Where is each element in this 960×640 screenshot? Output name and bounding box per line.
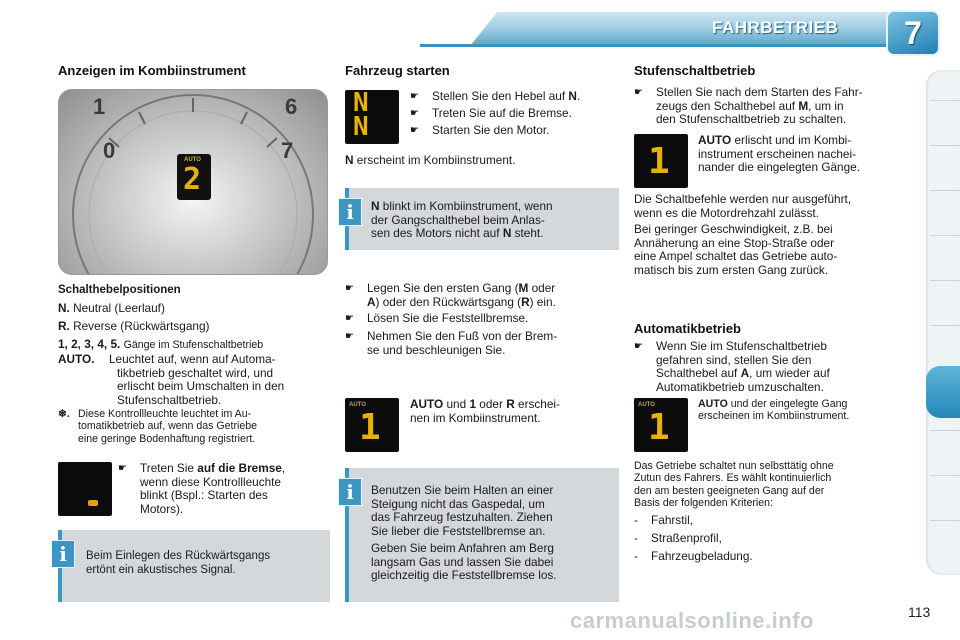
info-reverse-text: Beim Einlegen des Rückwärtsgangs ertönt ein akustisches Signal. (86, 550, 271, 576)
automatic-description: Das Getriebe schaltet nun selbsttätig ohne Zutun des Fahrers. Es wählt kontinuierlich den am besten geeigneten Gang auf der Basis der folgenden Kriterien: (634, 460, 834, 510)
drive-step-1: ☛ Legen Sie den ersten Gang (M oder A) oder den Rückwärtsgang (R) ein. (345, 281, 556, 309)
auto-1-text: AUTO und 1 oder R erschei- nen im Kombiinstrument. (410, 397, 560, 425)
manual-step-1: ☛ Stellen Sie nach dem Starten des Fahr- zeugs den Schalthebel auf M, um in den Stufenschaltbetrieb zu schalten. (634, 85, 863, 126)
start-step-3: ☛ Starten Sie den Motor. (410, 123, 550, 137)
header-band (470, 12, 925, 46)
gauge-number-7: 7 (281, 138, 294, 163)
snowflake-icon: ❄. (58, 408, 70, 420)
gauge-display-gear: 2 (183, 162, 202, 197)
section-title-stufenschalt: Stufenschaltbetrieb (634, 63, 756, 78)
info-box-n-blink (345, 188, 619, 250)
info-hill-text: Benutzen Sie beim Halten an einer Steigung nicht das Gaspedal, um das Fahrzeug festzuhalten. Ziehen Sie lieber die Feststellbremse an. Geben Sie beim Anfahren am Berg langsam Gas und lassen Sie dabei gleichzeitig die Feststellbremse los. (371, 483, 557, 582)
automatic-step-1: ☛ Wenn Sie im Stufenschaltbetrieb gefahren sind, stellen Sie den Schalthebel auf A, um wieder auf Automatikbetrieb umzuschalten. (634, 339, 830, 394)
active-chapter-tab[interactable] (926, 366, 960, 418)
snow-description: Diese Kontrollleuchte leuchtet im Au- tomatikbetrieb auf, wenn das Getriebe eine geringe Bodenhaftung registriert. (78, 408, 258, 445)
position-n: N. Neutral (Leerlauf) (58, 301, 165, 315)
gauge-number-1: 1 (93, 94, 106, 119)
display-auto-1-image: AUTO 1 (345, 398, 399, 452)
positions-title: Schalthebelpositionen (58, 284, 181, 296)
info-icon: i (338, 198, 362, 226)
n-appears-text: N erscheint im Kombiinstrument. (345, 153, 516, 167)
info-icon: i (51, 540, 75, 568)
display-auto-gear-image: AUTO 1 (634, 398, 688, 452)
info-box-hill (345, 468, 619, 602)
watermark: carmanualsonline.info (570, 608, 814, 633)
brake-pedal-icon (88, 500, 98, 506)
page-number: 113 (908, 604, 931, 620)
section-title-anzeigen: Anzeigen im Kombiinstrument (58, 63, 246, 78)
shift-conditions-text: Die Schaltbefehle werden nur ausgeführt, wenn es die Motordrehzahl zulässt. (634, 192, 852, 220)
criteria-list: - Fahrstil, - Straßenprofil, - Fahrzeugbeladung. (634, 513, 753, 563)
start-step-2: ☛ Treten Sie auf die Bremse. (410, 106, 572, 120)
gauge-display-auto: AUTO (184, 157, 201, 163)
auto-description: Leuchtet auf, wenn auf Automa- tikbetrieb geschaltet wird, und erlischt beim Umschalten in den Stufenschaltbetrieb. (109, 352, 285, 407)
position-gears: 1, 2, 3, 4, 5. Gänge im Stufenschaltbetrieb (58, 337, 264, 351)
instrument-cluster-image (58, 89, 328, 275)
gauge-number-0: 0 (103, 138, 116, 163)
brake-warning-image (58, 462, 112, 516)
auto-key: AUTO. (58, 352, 95, 366)
info-icon: i (338, 478, 362, 506)
downshift-text: Bei geringer Geschwindigkeit, z.B. bei Annäherung an eine Stop-Straße oder eine Ampel schaltet das Getriebe auto- matisch bis zum ersten Gang zurück. (634, 222, 838, 277)
chapter-tabs[interactable] (926, 70, 960, 575)
display-n-image: N N (345, 90, 399, 144)
display-gear-1-image: 1 (634, 134, 688, 188)
gauge-number-6: 6 (285, 94, 298, 119)
drive-step-3: ☛ Nehmen Sie den Fuß von der Brem- se und beschleunigen Sie. (345, 329, 558, 357)
info-box-reverse (58, 530, 330, 602)
drive-step-2: ☛ Lösen Sie die Feststellbremse. (345, 311, 529, 325)
start-step-1: ☛ Stellen Sie den Hebel auf N. (410, 89, 581, 103)
section-title-automatik: Automatikbetrieb (634, 321, 741, 336)
header-line (420, 44, 920, 47)
info-n-blink-text: N blinkt im Kombiinstrument, wenn der Gangschalthebel beim Anlas- sen des Motors nicht auf N steht. (371, 199, 553, 240)
bullet-icon: ☛ (118, 463, 127, 474)
chapter-title: FAHRBETRIEB (712, 18, 839, 37)
auto-off-text: AUTO erlischt und im Kombi- instrument erscheinen nachei- nander die eingelegten Gänge. (698, 133, 861, 174)
brake-instruction: ☛ Treten Sie auf die Bremse, wenn diese Kontrollleuchte blinkt (Bspl.: Starten des Motors). (118, 461, 286, 516)
chapter-number-badge: 7 (886, 10, 940, 56)
position-r: R. Reverse (Rückwärtsgang) (58, 319, 210, 333)
section-title-starten: Fahrzeug starten (345, 63, 450, 78)
auto-gear-text: AUTO und der eingelegte Gang erscheinen im Kombiinstrument. (698, 398, 850, 423)
